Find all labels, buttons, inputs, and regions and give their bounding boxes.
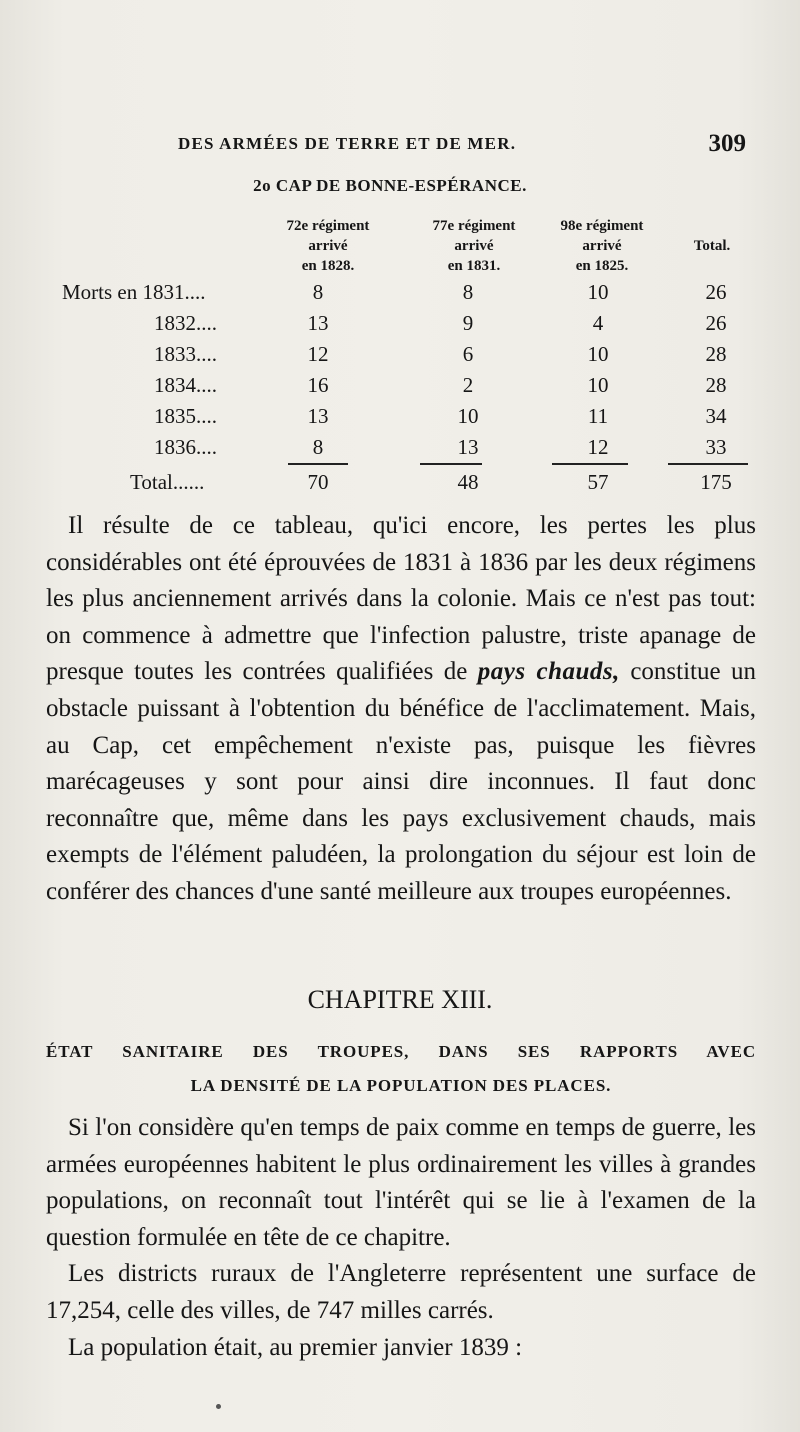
column-header-line: arrivé [582,238,622,254]
row-label: 1834.... [154,373,217,397]
table-row [40,342,760,376]
cell: 33 [705,435,727,459]
cell: 57 [587,470,609,494]
table-title: 2o CAP DE BONNE-ESPÉRANCE. [253,176,527,195]
paragraph-4: La population était, au premier janvier 1839 : [68,1333,523,1361]
paragraph-3: Les districts ruraux de l'Angleterre représentent une surface de 17,254, celle des villes, de 747 milles carrés. [46,1260,756,1324]
sum-rule [420,463,482,465]
chapter-body [46,1110,756,1366]
cell: 8 [312,280,324,304]
italic-text: pays chauds, [477,658,620,686]
row-label: 1836.... [154,435,217,459]
column-header-line: 72e régiment [286,218,370,234]
cell: 16 [307,373,329,397]
total-label: Total...... [130,470,205,494]
cell: 28 [705,373,727,397]
column-header-line: 77e régiment [432,218,516,234]
table-row [40,373,760,407]
column-header-line: en 1831. [447,258,501,274]
cell: 12 [307,342,329,366]
table-row [40,280,760,314]
column-header-line: arrivé [454,238,494,254]
cell: 9 [462,311,474,335]
column-header-line: en 1825. [575,258,629,274]
row-label: 1832.... [154,311,217,335]
cell: 10 [587,342,609,366]
cell: 13 [307,311,329,335]
column-header-77e [404,216,544,276]
cell: 13 [307,404,329,428]
sum-rule [552,463,628,465]
running-title: DES ARMÉES DE TERRE ET DE MER. [178,134,517,153]
cell: 48 [457,470,479,494]
cell: 4 [592,311,604,335]
cell: 175 [700,470,732,494]
column-header-line: 98e régiment [560,218,644,234]
paragraph-text [46,508,756,911]
cell: 28 [705,342,727,366]
chapter-subtitle-line: ÉTAT SANITAIRE DES TROUPES, DANS SES RAPPORTS AVEC [46,1042,756,1061]
column-header-line: arrivé [308,238,348,254]
cell: 6 [462,342,474,366]
sum-rule [288,463,348,465]
cell: 26 [705,280,727,304]
cell: 10 [587,373,609,397]
paragraph-1 [46,508,756,911]
table-total-row [40,470,760,504]
text-run: Il résulte de ce tableau, qu'ici encore, les pertes les plus considérables ont été éprouvées de 1831 à 1836 par les deux régimens les plus anciennement arrivés dans la colonie. Mais ce n'est pas tout: on commence à admettre que l'infection palustre, triste apanage de presque toutes les contrées qualifiées de [46,512,756,686]
column-header-total: Total. [693,238,731,254]
page-number: 309 [708,130,746,157]
column-header-72e [258,216,398,276]
table-row [40,311,760,345]
table-row [40,404,760,438]
cell: 10 [457,404,479,428]
cell: 34 [705,404,727,428]
page-header [178,130,746,160]
chapter-title: CHAPITRE XIII. [307,985,493,1014]
cell: 70 [307,470,329,494]
cell: 12 [587,435,609,459]
cell: 8 [312,435,324,459]
text-run: constitue un obstacle puissant à l'obtention du bénéfice de l'acclimatement. Mais, au Cap, cet empêchement n'existe pas, puisque les fièvres marécageuses y sont pour ainsi dire inconnues. Il faut donc reconnaître que, même dans les pays exclusivement chauds, mais exempts de l'élément paludéen, la prolongation du séjour est loin de conférer des chances d'une santé meilleure aux troupes européennes. [46,658,756,905]
cell: 2 [462,373,474,397]
paragraph-2: Si l'on considère qu'en temps de paix comme en temps de guerre, les armées européennes habitent le plus ordinairement les villes à grandes populations, on reconnaît tout l'intérêt qui se lie à l'examen de la question formulée en tête de ce chapitre. [46,1114,756,1251]
chapter-subtitle-line: LA DENSITÉ DE LA POPULATION DES PLACES. [190,1076,612,1095]
table-row [40,435,760,469]
column-header-line: en 1828. [301,258,355,274]
row-label: 1835.... [154,404,217,428]
cell: 8 [462,280,474,304]
cell: 11 [587,404,609,428]
cell: 10 [587,280,609,304]
row-label: 1833.... [154,342,217,366]
sum-rule [668,463,748,465]
chapter-subtitle [46,1035,756,1103]
row-label: Morts en 1831.... [62,280,206,304]
column-header-98e [532,216,672,276]
cell: 26 [705,311,727,335]
ink-speck [216,1404,221,1409]
cell: 13 [457,435,479,459]
